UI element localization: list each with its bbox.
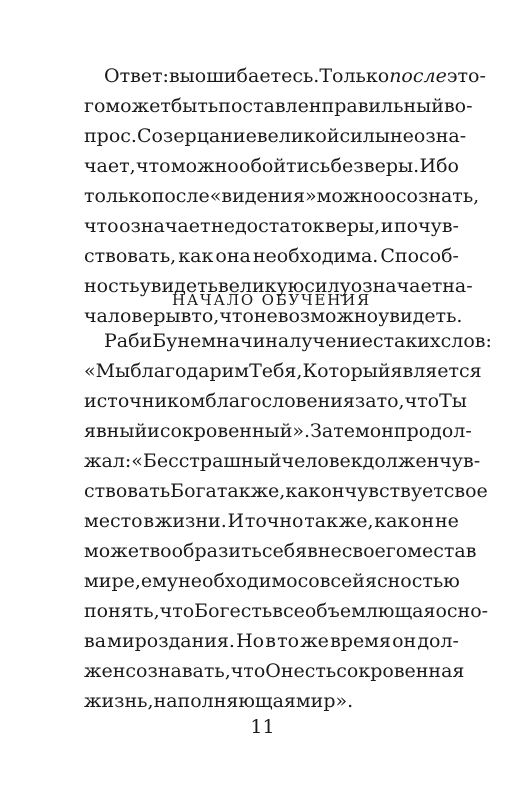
text-line: «Мы благодарим Тебя, Который является (84, 360, 482, 382)
text-line: прос. Созерцание великой силы не озна- (84, 125, 467, 147)
text-line: понять, что Бог есть всеобъемлющая осно- (84, 600, 489, 622)
text-line: го может быть поставлен правильный во- (84, 95, 473, 117)
text-line: ва мироздания. Но в то же время он дол- (84, 630, 459, 652)
text-line: место в жизни. И точно так же, как он не (84, 510, 459, 532)
text-line: жал: «Бесстрашный человек должен чув- (84, 450, 481, 472)
text-line: может вообразить себя вне своего места в (84, 540, 477, 562)
text-line: только после «видения» можно осознать, (84, 185, 480, 207)
text-line: чало веры в то, что невозможно увидеть. (84, 305, 463, 327)
text-line: мире, ему необходимо со всей ясностью (84, 570, 460, 592)
text-line: Ответ: вы ошибаетесь. Только после это- (104, 65, 486, 87)
text-line: Раби Бунем начинал учение с таких слов: (104, 330, 492, 352)
text-line: что означает недостаток веры, и почув- (84, 215, 459, 237)
page-number: 11 (250, 716, 275, 738)
text-line: жен сознавать, что Он есть сокровенная (84, 660, 465, 682)
text-line: ствовать, как она необходима. Способ- (84, 245, 459, 267)
text-line: источником благословения за то, что Ты (84, 390, 467, 412)
text-line: чает, что можно обойтись без веры. Ибо (84, 155, 459, 177)
text-line: ность увидеть великую силу означает на- (84, 275, 473, 297)
section-heading: НАЧАЛО ОБУЧЕНИЯ (172, 291, 371, 309)
paragraph-teaching (84, 326, 492, 716)
text-line: жизнь, наполняющая мир». (84, 690, 354, 712)
text-line: ствовать Бога так же, как он чувствует свое (84, 480, 488, 502)
text-line: явный и сокровенный». Затем он продол- (84, 420, 472, 442)
